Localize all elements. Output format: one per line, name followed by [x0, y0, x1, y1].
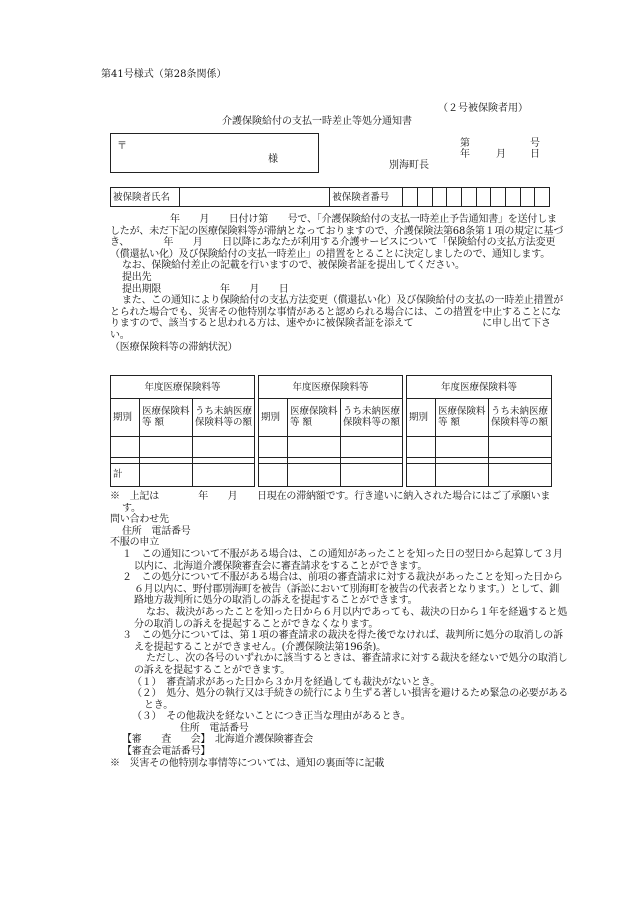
insured-name-label: 被保険者氏名 [111, 188, 180, 207]
doc-no-dai: 第 [460, 138, 470, 149]
honorific: 様 [268, 154, 278, 165]
contact-label: 問い合わせ先 [110, 514, 169, 526]
col-premium: 医療保険料 等 額 [140, 399, 193, 437]
col-premium: 医療保険料 等 額 [436, 399, 489, 437]
contact-detail: 住所 電話番号 [122, 525, 191, 537]
paragraph-3: また、この通知により保険給付の支払方法変更（償還払い化）及び保険給付の支払の一時差止措置がとられた場合でも、災害その他特別な事情があると認められる場合には、この措置を中止することになりますので、該当すると思われる方は、速やかに被保険者証を添えて に申し出て下さい。 [110, 295, 563, 341]
doc-no-go: 号 [530, 138, 540, 149]
table-group-header: 年度医療保険料等 [407, 376, 552, 399]
insured-number-label: 被保険者番号 [330, 188, 403, 207]
date-day: 日 [530, 149, 540, 160]
condition-2: （２） 処分、処分の執行又は手続きの続行により生ずる著しい損害を避けるため緊急の必要があるとき。 [132, 688, 568, 711]
col-unpaid: うち未納医療保険料等の額 [489, 399, 552, 437]
condition-1: （１） 審査請求があった日から３か月を経過しても裁決がないとき。 [132, 676, 441, 688]
paragraph-2: なお、保険給付差止の記載を行いますので、被保険者証を提出してください。 [122, 260, 465, 272]
council-address: 住所 電話番号 [180, 722, 249, 734]
col-period: 期別 [259, 399, 288, 437]
arrears-table-3 [406, 375, 552, 487]
appeal-heading: 不服の申立 [110, 537, 159, 549]
table-group-header: 年度医療保険料等 [111, 376, 255, 399]
table-caption: （医療保険料等の滞納状況） [110, 341, 238, 353]
appeal-item-1: １ この通知について不服がある場合は、この通知があったことを知った日の翌日から起算して３月以内に、北海道介護保険審査会に審査請求をすることができます。 [122, 548, 563, 572]
note-asterisk-2: ※ 災害その他特別な事情等については、通知の裏面等に記載 [110, 757, 385, 769]
insured-category: （２号被保険者用） [438, 103, 528, 114]
submit-to: 提出先 [122, 271, 152, 283]
appeal-item-2: ２ この処分について不服がある場合は、前項の審査請求に対する裁決があったことを知った日から６月以内に、野付郡別海町を被告（訴訟において別海町を被告の代表者となります。）として、釧路地方裁判所に処分の取消しの訴えを提起することができます。 [122, 572, 563, 607]
date-month: 月 [496, 149, 506, 160]
postal-mark: 〒 [117, 141, 127, 152]
table-group-header: 年度医療保険料等 [259, 376, 403, 399]
col-premium: 医療保険料 等 額 [288, 399, 341, 437]
arrears-table-2 [258, 375, 403, 487]
notes-section [110, 491, 568, 769]
appeal-item-2b: なお、裁決があったことを知った日から６月以内であっても、裁決の日から１年を経過すると処分の取消しの訴えを提起することができなくなります。 [134, 606, 568, 630]
form-number: 第41号様式（第28条関係） [101, 69, 227, 80]
date-year: 年 [460, 149, 470, 160]
document-title: 介護保険給付の支払一時差止等処分通知書 [222, 116, 412, 127]
deadline: 提出期限 年 月 日 [122, 283, 289, 295]
insured-info-table [110, 187, 550, 207]
appeal-item-3: ３ この処分については、第１項の審査請求の裁決を得た後でなければ、裁判所に処分の取消しの訴えを提起することができません。(介護保険法第196条)。 [122, 630, 563, 653]
council-name: 【審 査 会】 北海道介護保険審査会 [122, 734, 313, 746]
note-asterisk-1: ※ 上記は 年 月 日現在の滞納額です。行き違いに納入された場合にはご了承願います。 [110, 491, 551, 514]
col-period: 期別 [111, 399, 140, 437]
total-label: 計 [111, 463, 140, 486]
body-text [110, 214, 566, 353]
insured-name-field [180, 188, 330, 207]
appeal-item-3b: ただし、次の各号のいずれかに該当するときは、審査請求に対する裁決を経ないで処分の取消しの訴えを提起することができます。 [134, 653, 568, 676]
address-box [110, 133, 319, 173]
col-unpaid: うち未納医療保険料等の額 [193, 399, 255, 437]
col-period: 期別 [407, 399, 436, 437]
paragraph-1: 年 月 日付け第 号で、「介護保険給付の支払一時差止予告通知書」を送付しましたが、未だ下記の医療保険料等が滞納となっておりますので、介護保険法第68条第１項の規定に基づき、 年 月 日以降にあなたが利用する介護サービスについて「保険給付の支払方法変更（償還払い化）及び保険給付の支払一時差止」の措置をとることに決定しましたので、通知します。 [110, 214, 564, 260]
council-tel: 【審査会電話番号】 [122, 746, 211, 758]
col-unpaid: うち未納医療保険料等の額 [341, 399, 403, 437]
condition-3: （３） その他裁決を経ないことにつき正当な理由があるとき。 [132, 711, 411, 723]
issuer-mayor: 別海町長 [389, 160, 429, 171]
arrears-table-1 [110, 375, 255, 487]
